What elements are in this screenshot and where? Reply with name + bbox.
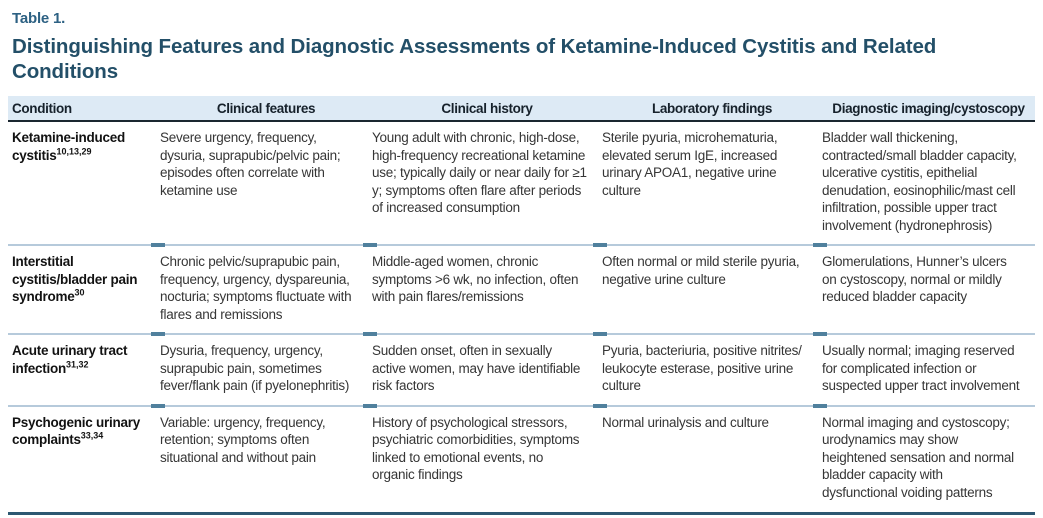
divider-tick [151,404,165,408]
laboratory-findings-cell: Normal urinalysis and culture [602,414,769,430]
divider-tick [813,404,827,408]
column-header-clinical-features: Clinical features [216,100,316,116]
table-bottom-rule [8,512,1035,515]
divider-tick [593,243,607,247]
table-title: Distinguishing Features and Diagnostic Assessments of Ketamine-Induced Cystitis and Related Conditions [12,35,937,83]
divider-tick [363,332,377,336]
condition-name: Ketamine-induced cystitis [12,130,126,163]
condition-name: Acute urinary tract infection [12,343,128,376]
clinical-history-cell: Sudden onset, often in sexually active women, may have identifiable risk factors [372,343,581,393]
diagnostic-imaging-cell: Normal imaging and cystoscopy; urodynamics may show heightened sensation and normal bladder capacity with dysfunctional voiding patterns [822,414,1014,500]
laboratory-findings-cell: Often normal or mild sterile pyuria, negative urine culture [602,254,800,287]
column-header-laboratory-findings: Laboratory findings [651,100,773,116]
table-row-interstitial-cystitis [8,246,1035,333]
condition-name: Interstitial cystitis/bladder pain syndrome [12,254,138,304]
reference-superscript: 10,13,29 [56,146,92,156]
table-header-row [8,96,1035,120]
diagnostic-imaging-cell: Bladder wall thickening, contracted/small bladder capacity, ulcerative cystitis, epithelial denudation, eosinophilic/mast cell infiltration, possible upper tract involvement (hydronephrosis) [822,130,1017,233]
column-header-clinical-history: Clinical history [441,100,533,116]
row-divider [8,405,1035,407]
clinical-features-cell: Variable: urgency, frequency, retention; symptoms often situational and without pain [160,414,326,465]
reference-superscript: 33,34 [80,430,104,441]
reference-superscript: 30 [74,287,85,298]
table-row-ketamine-induced-cystitis [8,122,1035,244]
divider-tick [151,243,165,247]
column-header-diagnostic-imaging: Diagnostic imaging/cystoscopy [832,100,1025,116]
divider-tick [813,243,827,247]
diagnostic-imaging-cell: Glomerulations, Hunner’s ulcers on cystoscopy, normal or mildly reduced bladder capacity [822,254,1007,304]
table-row-psychogenic-urinary-complaints [8,407,1035,512]
laboratory-findings-cell: Sterile pyuria, microhematuria, elevated serum IgE, increased urinary APOA1, negative urine culture [602,130,778,198]
table-label: Table 1. [12,10,66,27]
divider-tick [363,404,377,408]
laboratory-findings-cell: Pyuria, bacteriuria, positive nitrites/ leukocyte esterase, positive urine culture [602,343,802,393]
condition-cell [8,335,160,405]
clinical-features-cell: Chronic pelvic/suprapubic pain, frequency, urgency, dyspareunia, nocturia; symptoms fluctuate with flares and remissions [160,254,352,322]
row-divider [8,244,1035,246]
clinical-history-cell: Middle-aged women, chronic symptoms >6 wk, no infection, often with pain flares/remissions [372,254,579,304]
divider-tick [813,332,827,336]
divider-tick [363,243,377,247]
reference-superscript: 31,32 [66,359,89,369]
column-header-condition: Condition [12,100,72,116]
condition-name: Psychogenic urinary complaints [12,414,141,447]
condition-cell [8,246,160,333]
condition-cell [8,122,160,244]
divider-tick [593,404,607,408]
clinical-features-cell: Dysuria, frequency, urgency, suprapubic pain, sometimes fever/flank pain (if pyelonephritis) [160,343,350,393]
diagnostic-imaging-cell: Usually normal; imaging reserved for complicated infection or suspected upper tract involvement [822,343,1020,393]
clinical-features-cell: Severe urgency, frequency, dysuria, suprapubic/pelvic pain; episodes often correlate with ketamine use [160,130,341,198]
divider-tick [151,332,165,336]
clinical-history-cell: Young adult with chronic, high-dose, high-frequency recreational ketamine use; typically daily or near daily for ≥1 y; symptoms often flare after periods of increased consumption [372,130,587,215]
clinical-history-cell: History of psychological stressors, psychiatric comorbidities, symptoms linked to emotional events, no organic findings [372,414,580,482]
condition-cell [8,407,160,512]
comparison-table [8,96,1035,515]
table-row-acute-uti [8,335,1035,405]
divider-tick [593,332,607,336]
row-divider [8,333,1035,335]
